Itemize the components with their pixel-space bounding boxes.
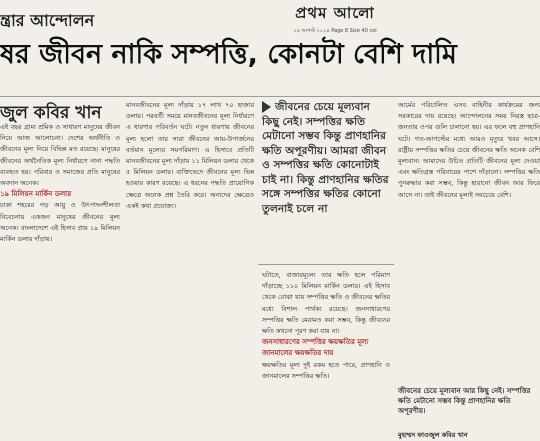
edition-date: ২৯ আগস্ট ২০২৪ Page 8 Size 40 col xyxy=(293,28,377,34)
section-subhead: ১৯ মিলিয়ন মার্কিন ডলার xyxy=(0,190,72,199)
article-kicker: ন্ত্রার আন্দোলন xyxy=(0,11,95,30)
header-divider xyxy=(0,96,540,97)
article-byline: জুল কবির খান xyxy=(0,103,102,123)
pull-quote-divider xyxy=(258,264,394,265)
column-text: ক্ষয়ক্ষতির মূল্য দুই রকম হতে পারে, প্রাণহানি ও জানমালের সম্পত্তির ক্ষতি। xyxy=(262,360,390,380)
article-column-2 xyxy=(126,100,254,440)
section-subhead: জানমালের ক্ষয়ক্ষতির দায় xyxy=(262,349,334,358)
section-subhead: জনসাধারণের সম্পত্তির ক্ষয়ক্ষতির মূল্য xyxy=(262,338,369,347)
column-text: আর্মের পরিচালিত এসব বাহিনীর কার্যক্রমের জন্য সরকারের দায় রয়েছে। আন্দোলনের সময় নিরস্ত্র ছাত্র-জনতার ওপর গুলি চালানো হয়। এর ফলে বহু প্রাণহানি ঘটে। গত-আগস্টের মধ্যে আরও মৃত্যুর খবর আসে। রাষ্ট্রীয় সম্পত্তির ক্ষতির চেয়ে জীবনের ক্ষতি অনেক বেশি মূল্যবান। আমাদের উচিত প্রতিটি জীবনের মূল্য দেওয়া এবং ক্ষতিগ্রস্ত পরিবারের পাশে দাঁড়ানো। সম্পত্তির ক্ষতি পুনরুদ্ধার করা সম্ভব, কিন্তু হারানো জীবন আর ফিরে আসে না। তাই জীবনের মূল্যই সবচেয়ে বেশি। xyxy=(398,101,540,199)
secondary-pull-quote: জীবনের চেয়ে মূল্যবান আর কিছু নেই। সম্পত্তির ক্ষতি মেটানো সম্ভব কিন্তু প্রাণহানির ক্ষতি অপূরণীয়। xyxy=(398,387,531,415)
column-text: মানবজীবনের মূল্য দাঁড়ায় ১৭ লাখ ৭০ হাজার ডলার। পরবর্তী সময়ে মানবজীবনের মূল্য নির্ধারণে এ ধারণার পরিবর্তন ঘটে। নতুন ধারণায় জীবনের মূল্য হলো তার সারা জীবনের আয়-উপার্জনের বর্তমান মূল্যের সমপরিমাণ। এ হিসাবে প্রতিটি মানবজীবনের মূল্য দাঁড়ায় ১১ মিলিয়ন ডলার থেকে ৫ মিলিয়ন ডলার। ব্যক্তিভেদে জীবনের মূল্য ভিন্ন হওয়ার কারণ রয়েছে। এ ধরনের পদ্ধতি প্রায়োগিক ক্ষেত্রে অনেক প্রশ্ন তৈরি করে। অন্যদের ক্ষেত্রেও একই কথা প্রযোজ্য। xyxy=(126,101,254,210)
article-column-1 xyxy=(0,122,120,440)
column-text: ঘটাতে, বাজারমূল্যে তার ক্ষতি হলে পরিমাণ দাঁড়াচ্ছে ১১০ মিলিয়ন মার্কিন ডলার। এই হিসাব থেকে বোঝা যায় সম্পত্তির ক্ষতি ও জীবনের ক্ষতির মধ্যে বিশাল পার্থক্য রয়েছে। জনসাধারণের সম্পত্তির ক্ষতি মেরামত করা সম্ভব, কিন্তু জীবনের ক্ষতি কখনো পূরণ করা যায় না। xyxy=(262,271,390,336)
column-text: এই বছর গ্রাম্য শ্রমিক ও সাধারণ মানুষের জীবন নিয়ে আজ আলোচনা। দেশের অর্থনীতি ও জীবনের মূল্য নিয়ে বিভিন্ন মত রয়েছে। মানুষের জীবনের অর্থনৈতিক মূল্য নির্ধারণে নানা পদ্ধতি ব্যবহৃত হয়। পরিবার ও সমাজের প্রতি মানুষের অবদান অনেক। xyxy=(0,123,120,188)
newspaper-logo: প্রথম আলো xyxy=(295,4,375,22)
pull-quote-text: জীবনের চেয়ে মূল্যবান কিছু নেই। সম্পত্তির ক্ষতি মেটানো সম্ভব কিন্তু প্রাণহানির ক্ষতি অপূরণীয়। আমরা জীবন ও সম্পত্তির ক্ষতি কোনোটাই চাই না। কিন্তু প্রাণহানির ক্ষতির সঙ্গে সম্পত্তির ক্ষতির কোনো তুলনাই চলে না xyxy=(262,101,389,215)
article-column-3 xyxy=(262,270,390,440)
column-text: ঢাকা শহরের গড় আয়ু ও উৎপাদনশীলতা বিবেচনায় একজন মানুষের জীবনের মূল্য অনেক। বাংলাদেশে এই হিসাব প্রায় ১৯ মিলিয়ন মার্কিন ডলার দাঁড়ায়। xyxy=(0,201,120,244)
pull-quote xyxy=(262,100,390,216)
author-footer: মুহাম্মদ ফাওজুল কবির খান xyxy=(398,431,468,439)
newspaper-masthead xyxy=(250,2,420,36)
quote-marker-icon xyxy=(262,101,271,113)
article-headline: ষর জীবন নাকি সম্পত্তি, কোনটা বেশি দামি xyxy=(0,39,457,70)
